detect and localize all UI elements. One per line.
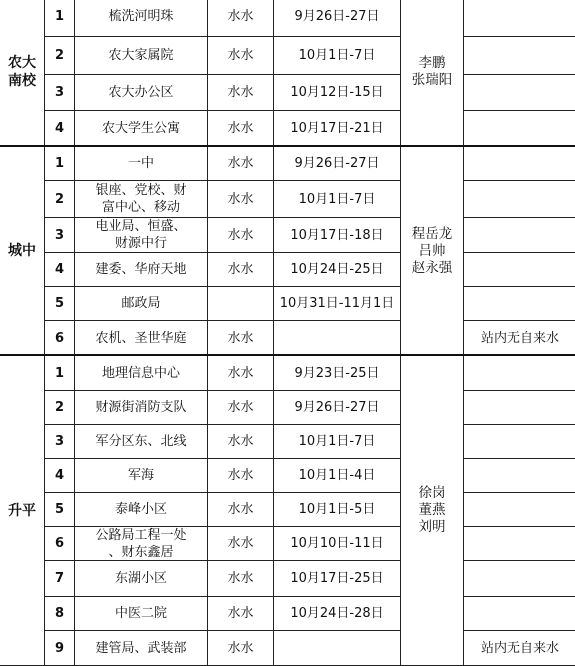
date-range: 9月26日-27日	[273, 146, 401, 181]
remark	[463, 286, 575, 321]
row-number: 6	[44, 320, 75, 356]
supply-type: 水水	[207, 596, 274, 631]
staff-names: 程岳龙 吕帅 赵永强	[400, 146, 464, 356]
date-range: 10月17日-21日	[273, 110, 401, 147]
remark	[463, 526, 575, 561]
location: 建管局、武装部	[74, 630, 208, 666]
staff-names: 李鹏 张瑞阳	[400, 0, 464, 147]
location: 地理信息中心	[74, 355, 208, 391]
row-number: 2	[44, 390, 75, 425]
row-number: 7	[44, 560, 75, 597]
remark	[463, 252, 575, 287]
row-number: 5	[44, 492, 75, 527]
date-range: 10月1日-4日	[273, 458, 401, 493]
section-divider	[0, 145, 575, 147]
remark	[463, 596, 575, 631]
date-range: 10月12日-15日	[273, 74, 401, 111]
date-range: 10月1日-7日	[273, 36, 401, 75]
district-name: 农大 南校	[0, 0, 45, 147]
location: 中医二院	[74, 596, 208, 631]
supply-type: 水水	[207, 252, 274, 287]
remark	[463, 560, 575, 597]
date-range: 10月17日-25日	[273, 560, 401, 597]
row-number: 3	[44, 217, 75, 253]
remark	[463, 217, 575, 253]
remark	[463, 110, 575, 147]
remark	[463, 492, 575, 527]
row-number: 3	[44, 424, 75, 459]
row-number: 2	[44, 180, 75, 218]
row-number: 4	[44, 252, 75, 287]
supply-type: 水水	[207, 526, 274, 561]
location: 邮政局	[74, 286, 208, 321]
supply-type: 水水	[207, 630, 274, 666]
row-number: 3	[44, 74, 75, 111]
remark: 站内无自来水	[463, 630, 575, 666]
supply-type: 水水	[207, 560, 274, 597]
supply-type: 水水	[207, 180, 274, 218]
location: 梳洗河明珠	[74, 0, 208, 37]
supply-type: 水水	[207, 355, 274, 391]
location: 建委、华府天地	[74, 252, 208, 287]
location: 军分区东、北线	[74, 424, 208, 459]
location: 电业局、恒盛、 财源中行	[74, 217, 208, 253]
date-range: 10月10日-11日	[273, 526, 401, 561]
row-number: 4	[44, 458, 75, 493]
location: 泰峰小区	[74, 492, 208, 527]
remark	[463, 36, 575, 75]
section-divider	[0, 354, 575, 356]
location: 军海	[74, 458, 208, 493]
supply-type: 水水	[207, 36, 274, 75]
remark	[463, 424, 575, 459]
supply-type: 水水	[207, 217, 274, 253]
date-range: 9月26日-27日	[273, 0, 401, 37]
row-number: 2	[44, 36, 75, 75]
remark	[463, 355, 575, 391]
remark	[463, 390, 575, 425]
supply-type: 水水	[207, 390, 274, 425]
remark	[463, 146, 575, 181]
date-range: 10月17日-18日	[273, 217, 401, 253]
location: 农大家属院	[74, 36, 208, 75]
location: 东湖小区	[74, 560, 208, 597]
supply-type: 水水	[207, 0, 274, 37]
date-range: 10月31日-11月1日	[273, 286, 401, 321]
date-range: 10月24日-28日	[273, 596, 401, 631]
date-range: 9月26日-27日	[273, 390, 401, 425]
date-range: 9月23日-25日	[273, 355, 401, 391]
location: 农机、圣世华庭	[74, 320, 208, 356]
location: 一中	[74, 146, 208, 181]
row-number: 1	[44, 0, 75, 37]
date-range: 10月1日-5日	[273, 492, 401, 527]
date-range: 10月24日-25日	[273, 252, 401, 287]
row-number: 9	[44, 630, 75, 666]
row-number: 1	[44, 355, 75, 391]
district-name: 升平	[0, 355, 45, 666]
location: 农大学生公寓	[74, 110, 208, 147]
staff-names: 徐岗 董燕 刘明	[400, 355, 464, 666]
date-range: 10月1日-7日	[273, 424, 401, 459]
date-range	[273, 630, 401, 666]
remark	[463, 458, 575, 493]
supply-type: 水水	[207, 146, 274, 181]
supply-type: 水水	[207, 492, 274, 527]
supply-type: 水水	[207, 110, 274, 147]
district-name: 城中	[0, 146, 45, 356]
supply-type	[207, 286, 274, 321]
location: 银座、党校、财 富中心、移动	[74, 180, 208, 218]
row-number: 4	[44, 110, 75, 147]
date-range	[273, 320, 401, 356]
remark	[463, 180, 575, 218]
row-number: 5	[44, 286, 75, 321]
row-number: 8	[44, 596, 75, 631]
supply-type: 水水	[207, 458, 274, 493]
location: 农大办公区	[74, 74, 208, 111]
remark: 站内无自来水	[463, 320, 575, 356]
supply-type: 水水	[207, 74, 274, 111]
supply-type: 水水	[207, 320, 274, 356]
remark	[463, 74, 575, 111]
location: 公路局工程一处 、财东鑫居	[74, 526, 208, 561]
remark	[463, 0, 575, 37]
supply-type: 水水	[207, 424, 274, 459]
row-number: 6	[44, 526, 75, 561]
row-number: 1	[44, 146, 75, 181]
date-range: 10月1日-7日	[273, 180, 401, 218]
location: 财源街消防支队	[74, 390, 208, 425]
